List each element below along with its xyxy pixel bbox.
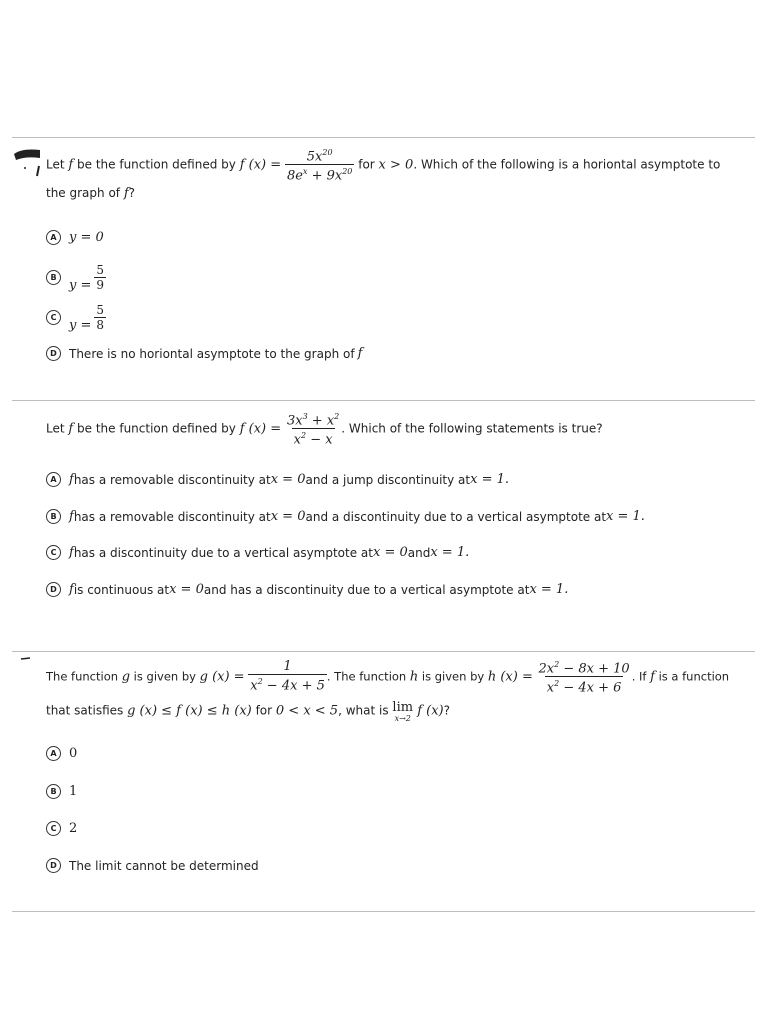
- option-math: y =: [69, 278, 92, 293]
- q1-fraction: [285, 146, 354, 184]
- option-math: x = 0: [270, 509, 306, 524]
- q3-var-h: h: [409, 669, 419, 685]
- option-bubble[interactable]: A: [46, 746, 61, 761]
- q3-h-num-b: − 8x + 10: [559, 661, 630, 677]
- option-math: x = 0: [270, 472, 306, 487]
- q1-condition: x > 0: [378, 157, 414, 173]
- option-bubble[interactable]: B: [46, 509, 61, 524]
- q3-g-den-b: − 4x + 5: [262, 678, 325, 694]
- divider-q2-q3: [12, 651, 755, 652]
- q3-g-fraction: [248, 660, 327, 693]
- q1-var-f: f: [68, 157, 74, 173]
- pen-mark-icon: [20, 656, 32, 662]
- q3-stem-line1: [46, 658, 729, 696]
- option-text: There is no horiontal asymptote to the graph of: [69, 346, 355, 361]
- q2-option-c[interactable]: [46, 545, 469, 560]
- q3-h-num-a-exp: 2: [554, 660, 560, 669]
- q2-num-b-exp: 2: [334, 412, 340, 421]
- q3-h-den-a-exp: 2: [554, 679, 560, 689]
- option-fraction: [94, 303, 106, 332]
- q1-frac-den-a-exp: x: [302, 167, 308, 177]
- q1-stem-line2: [46, 186, 135, 201]
- q3-stem-text: that satisfies: [46, 703, 128, 718]
- option-text: and a jump discontinuity at: [305, 472, 471, 487]
- q1-option-a[interactable]: [46, 230, 104, 245]
- q3-h-num-a: 2x: [538, 661, 555, 677]
- q3-range: 0 < x < 5: [275, 703, 339, 719]
- option-text: has a discontinuity due to a vertical asymptote at: [73, 545, 373, 560]
- option-math: 1: [69, 784, 78, 799]
- q2-option-a[interactable]: [46, 472, 509, 487]
- q3-stem-text: for: [251, 703, 276, 718]
- q3-option-c[interactable]: [46, 821, 77, 836]
- q3-stem-line2: [46, 698, 450, 724]
- q3-stem-text: is given by: [418, 669, 488, 684]
- q3-gx: g (x) =: [199, 669, 245, 685]
- option-text: The limit cannot be determined: [69, 858, 259, 873]
- q1-frac-num-exp: 20: [322, 148, 333, 157]
- option-bubble[interactable]: C: [46, 545, 61, 560]
- option-var: f: [69, 582, 74, 597]
- q1-stem-text: for: [354, 157, 379, 172]
- frac-num: 5: [96, 263, 105, 277]
- q2-stem-text: be the function defined by: [73, 421, 240, 436]
- q3-stem-text: is given by: [130, 669, 200, 684]
- option-bubble[interactable]: B: [46, 784, 61, 799]
- q1-option-c[interactable]: [46, 302, 106, 333]
- option-var: f: [69, 545, 74, 560]
- q2-den-b: − x: [306, 432, 333, 448]
- q3-stem-text: ?: [443, 703, 451, 718]
- bookmark-flag-icon[interactable]: [12, 146, 44, 180]
- q3-g-den-a: x: [250, 678, 258, 694]
- q3-h-fraction: [537, 658, 632, 696]
- q2-stem-text: . Which of the following statements is true?: [341, 421, 603, 436]
- lim-word: lim: [392, 700, 414, 715]
- option-text: has a removable discontinuity at: [73, 509, 271, 524]
- q3-option-b[interactable]: [46, 784, 77, 799]
- option-bubble[interactable]: C: [46, 821, 61, 836]
- q1-frac-den-a: 8e: [286, 168, 303, 184]
- q2-den-a-exp: 2: [300, 431, 307, 441]
- q1-stem-text: the graph of: [46, 186, 124, 200]
- q1-stem-text: ?: [128, 186, 136, 200]
- option-bubble[interactable]: C: [46, 310, 61, 325]
- q2-fraction: [285, 410, 341, 448]
- option-var: f: [69, 472, 74, 487]
- q1-option-d[interactable]: [46, 346, 362, 361]
- option-fraction: [94, 263, 106, 292]
- q3-option-a[interactable]: [46, 746, 77, 761]
- option-math: x = 1.: [606, 509, 645, 524]
- option-bubble[interactable]: A: [46, 230, 61, 245]
- q3-stem-text: . If: [631, 669, 651, 684]
- q3-hx: h (x) =: [487, 669, 533, 685]
- q3-h-den-b: − 4x + 6: [559, 680, 622, 696]
- option-bubble[interactable]: D: [46, 346, 61, 361]
- q3-stem-text: is a function: [654, 669, 730, 684]
- frac-num: 5: [96, 303, 105, 317]
- q3-g-den-a-exp: 2: [257, 677, 263, 687]
- option-text: and a discontinuity due to a vertical asymptote at: [305, 509, 607, 524]
- q2-fx: f (x) =: [239, 421, 282, 437]
- q1-stem-line1: [46, 146, 720, 184]
- q1-frac-den-b: + 9x: [307, 168, 343, 184]
- q2-stem: [46, 410, 603, 448]
- q3-limit: [392, 702, 413, 724]
- q2-num-b: + x: [307, 413, 335, 429]
- q3-var-g: g: [121, 669, 131, 685]
- q3-lim-fx: f (x): [413, 703, 444, 719]
- q1-frac-den-b-exp: 20: [342, 167, 353, 177]
- option-math: 2: [69, 821, 78, 836]
- divider-q1-q2: [12, 400, 755, 401]
- divider-top: [12, 137, 755, 138]
- frac-den: 9: [96, 278, 105, 292]
- q1-fx: f (x) =: [239, 157, 282, 173]
- q2-option-b[interactable]: [46, 509, 645, 524]
- divider-bottom: [12, 911, 755, 912]
- q2-num-a-exp: 3: [302, 412, 308, 421]
- option-bubble[interactable]: D: [46, 858, 61, 873]
- option-text: is continuous at: [73, 582, 170, 597]
- q3-inequality: g (x) ≤ f (x) ≤ h (x): [127, 703, 252, 719]
- option-bubble[interactable]: B: [46, 270, 61, 285]
- option-bubble[interactable]: A: [46, 472, 61, 487]
- q3-g-num: 1: [283, 659, 292, 675]
- option-math: y = 0: [69, 230, 104, 245]
- option-text: and has a discontinuity due to a vertical asymptote at: [203, 582, 530, 597]
- q1-stem-text: . Which of the following is a horiontal asymptote to: [413, 157, 721, 172]
- q3-stem-text: . The function: [326, 669, 410, 684]
- option-text: has a removable discontinuity at: [73, 472, 271, 487]
- q3-var-f: f: [650, 669, 655, 685]
- q2-stem-text: Let: [46, 421, 69, 436]
- q2-num-a: 3x: [286, 413, 303, 429]
- q1-stem-text: be the function defined by: [73, 157, 240, 172]
- q3-option-d[interactable]: [46, 858, 259, 873]
- option-bubble[interactable]: D: [46, 582, 61, 597]
- option-math: y =: [69, 318, 92, 333]
- q3-h-den-a: x: [546, 680, 555, 696]
- q2-var-f: f: [68, 421, 74, 437]
- option-math: x = 1.: [529, 582, 569, 597]
- option-math: x = 1.: [470, 472, 510, 487]
- q3-stem-text: , what is: [338, 703, 393, 718]
- option-math: x = 0: [373, 545, 408, 560]
- lim-subscript: x→2: [394, 714, 411, 723]
- q1-frac-num: 5x: [306, 149, 323, 165]
- q1-var-f: f: [123, 186, 129, 201]
- frac-den: 8: [96, 318, 105, 332]
- q2-option-d[interactable]: [46, 582, 568, 597]
- q1-option-b[interactable]: [46, 262, 106, 293]
- option-var: f: [357, 346, 363, 361]
- q3-stem-text: The function: [46, 669, 122, 684]
- option-math: x = 1.: [430, 545, 470, 560]
- option-var: f: [69, 509, 74, 524]
- option-math: x = 0: [169, 582, 204, 597]
- option-math: 0: [69, 746, 78, 761]
- q2-den-a: x: [293, 432, 301, 448]
- q1-stem-text: Let: [46, 157, 69, 172]
- option-text: and: [407, 545, 431, 560]
